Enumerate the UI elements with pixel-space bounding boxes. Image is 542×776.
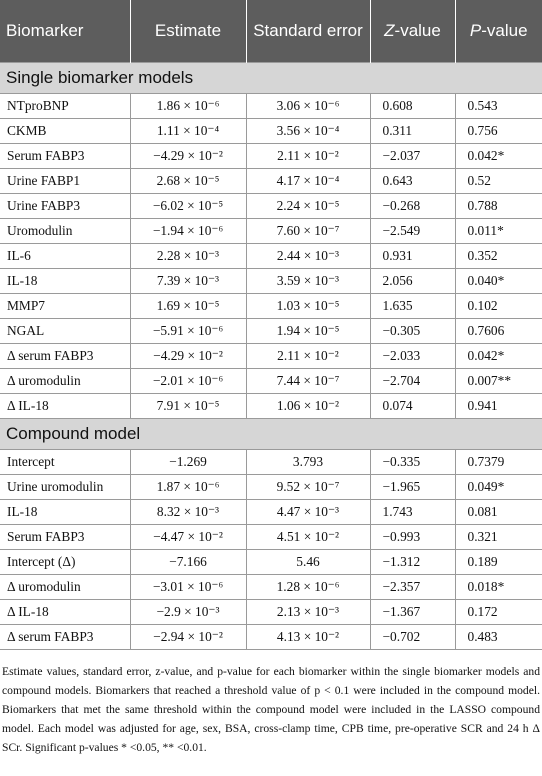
table-body <box>0 63 542 650</box>
header-biomarker: Biomarker <box>0 0 130 63</box>
cell-z-value: −2.033 <box>370 344 455 369</box>
cell-estimate: −5.91 × 10⁻⁶ <box>130 319 246 344</box>
cell-z-value: −2.037 <box>370 144 455 169</box>
cell-estimate: −6.02 × 10⁻⁵ <box>130 194 246 219</box>
cell-p-value: 0.7379 <box>455 450 542 475</box>
table-row <box>0 219 542 244</box>
cell-std-error: 2.44 × 10⁻³ <box>246 244 370 269</box>
cell-biomarker: Δ uromodulin <box>0 575 130 600</box>
cell-z-value: −0.335 <box>370 450 455 475</box>
cell-std-error: 1.28 × 10⁻⁶ <box>246 575 370 600</box>
cell-biomarker: Urine FABP3 <box>0 194 130 219</box>
cell-p-value: 0.040* <box>455 269 542 294</box>
cell-estimate: −2.9 × 10⁻³ <box>130 600 246 625</box>
cell-biomarker: Urine uromodulin <box>0 475 130 500</box>
cell-biomarker: Intercept <box>0 450 130 475</box>
table-row <box>0 450 542 475</box>
cell-std-error: 1.94 × 10⁻⁵ <box>246 319 370 344</box>
cell-p-value: 0.042* <box>455 344 542 369</box>
table-row <box>0 194 542 219</box>
cell-estimate: −4.29 × 10⁻² <box>130 344 246 369</box>
cell-estimate: 7.91 × 10⁻⁵ <box>130 394 246 419</box>
header-z-suffix: -value <box>394 21 441 40</box>
cell-z-value: −2.357 <box>370 575 455 600</box>
cell-estimate: −1.269 <box>130 450 246 475</box>
cell-estimate: 8.32 × 10⁻³ <box>130 500 246 525</box>
table-row <box>0 319 542 344</box>
cell-estimate: 1.87 × 10⁻⁶ <box>130 475 246 500</box>
cell-z-value: −2.704 <box>370 369 455 394</box>
cell-z-value: 0.643 <box>370 169 455 194</box>
section-title: Compound model <box>0 419 542 450</box>
cell-biomarker: Δ serum FABP3 <box>0 344 130 369</box>
cell-std-error: 3.06 × 10⁻⁶ <box>246 94 370 119</box>
cell-estimate: 2.68 × 10⁻⁵ <box>130 169 246 194</box>
cell-estimate: −7.166 <box>130 550 246 575</box>
cell-biomarker: IL-18 <box>0 500 130 525</box>
cell-p-value: 0.7606 <box>455 319 542 344</box>
cell-p-value: 0.081 <box>455 500 542 525</box>
table-row <box>0 600 542 625</box>
cell-std-error: 3.59 × 10⁻³ <box>246 269 370 294</box>
table-row <box>0 269 542 294</box>
cell-estimate: −2.94 × 10⁻² <box>130 625 246 650</box>
cell-std-error: 3.56 × 10⁻⁴ <box>246 119 370 144</box>
table-row <box>0 144 542 169</box>
table-row <box>0 169 542 194</box>
cell-std-error: 4.47 × 10⁻³ <box>246 500 370 525</box>
cell-biomarker: Uromodulin <box>0 219 130 244</box>
section-header-row <box>0 63 542 94</box>
cell-estimate: −4.47 × 10⁻² <box>130 525 246 550</box>
cell-p-value: 0.102 <box>455 294 542 319</box>
table-row <box>0 550 542 575</box>
cell-biomarker: Δ IL-18 <box>0 394 130 419</box>
table-row <box>0 344 542 369</box>
cell-z-value: 0.074 <box>370 394 455 419</box>
cell-p-value: 0.941 <box>455 394 542 419</box>
cell-estimate: 1.11 × 10⁻⁴ <box>130 119 246 144</box>
cell-p-value: 0.007** <box>455 369 542 394</box>
section-header-row <box>0 419 542 450</box>
table-row <box>0 475 542 500</box>
cell-biomarker: Intercept (Δ) <box>0 550 130 575</box>
cell-std-error: 2.11 × 10⁻² <box>246 344 370 369</box>
table-row <box>0 625 542 650</box>
cell-biomarker: Δ IL-18 <box>0 600 130 625</box>
cell-estimate: −3.01 × 10⁻⁶ <box>130 575 246 600</box>
cell-z-value: −1.367 <box>370 600 455 625</box>
table-row <box>0 119 542 144</box>
header-standard-error: Standard error <box>246 0 370 63</box>
cell-z-value: 0.311 <box>370 119 455 144</box>
cell-z-value: −2.549 <box>370 219 455 244</box>
cell-p-value: 0.042* <box>455 144 542 169</box>
table-row <box>0 94 542 119</box>
cell-p-value: 0.011* <box>455 219 542 244</box>
cell-biomarker: NGAL <box>0 319 130 344</box>
cell-biomarker: IL-6 <box>0 244 130 269</box>
cell-biomarker: NTproBNP <box>0 94 130 119</box>
cell-p-value: 0.543 <box>455 94 542 119</box>
cell-p-value: 0.018* <box>455 575 542 600</box>
header-estimate: Estimate <box>130 0 246 63</box>
cell-p-value: 0.172 <box>455 600 542 625</box>
cell-std-error: 3.793 <box>246 450 370 475</box>
cell-std-error: 1.06 × 10⁻² <box>246 394 370 419</box>
table-row <box>0 575 542 600</box>
cell-estimate: −1.94 × 10⁻⁶ <box>130 219 246 244</box>
header-z-value <box>370 0 455 63</box>
cell-biomarker: IL-18 <box>0 269 130 294</box>
cell-biomarker: Δ uromodulin <box>0 369 130 394</box>
cell-z-value: 1.635 <box>370 294 455 319</box>
cell-estimate: −4.29 × 10⁻² <box>130 144 246 169</box>
header-row <box>0 0 542 63</box>
cell-std-error: 2.13 × 10⁻³ <box>246 600 370 625</box>
header-z-letter: Z <box>384 21 395 40</box>
cell-z-value: 1.743 <box>370 500 455 525</box>
cell-biomarker: Urine FABP1 <box>0 169 130 194</box>
cell-std-error: 2.24 × 10⁻⁵ <box>246 194 370 219</box>
cell-std-error: 1.03 × 10⁻⁵ <box>246 294 370 319</box>
cell-z-value: −0.993 <box>370 525 455 550</box>
cell-estimate: 7.39 × 10⁻³ <box>130 269 246 294</box>
cell-p-value: 0.756 <box>455 119 542 144</box>
cell-std-error: 5.46 <box>246 550 370 575</box>
table-row <box>0 525 542 550</box>
cell-std-error: 7.44 × 10⁻⁷ <box>246 369 370 394</box>
cell-biomarker: MMP7 <box>0 294 130 319</box>
section-title: Single biomarker models <box>0 63 542 94</box>
cell-biomarker: CKMB <box>0 119 130 144</box>
cell-biomarker: Δ serum FABP3 <box>0 625 130 650</box>
cell-std-error: 4.13 × 10⁻² <box>246 625 370 650</box>
cell-p-value: 0.52 <box>455 169 542 194</box>
cell-p-value: 0.049* <box>455 475 542 500</box>
table-row <box>0 369 542 394</box>
cell-z-value: −0.268 <box>370 194 455 219</box>
cell-z-value: −0.702 <box>370 625 455 650</box>
cell-std-error: 9.52 × 10⁻⁷ <box>246 475 370 500</box>
cell-p-value: 0.321 <box>455 525 542 550</box>
table-row <box>0 394 542 419</box>
table-row <box>0 294 542 319</box>
cell-estimate: −2.01 × 10⁻⁶ <box>130 369 246 394</box>
cell-z-value: −1.965 <box>370 475 455 500</box>
cell-std-error: 4.17 × 10⁻⁴ <box>246 169 370 194</box>
cell-estimate: 1.86 × 10⁻⁶ <box>130 94 246 119</box>
cell-estimate: 1.69 × 10⁻⁵ <box>130 294 246 319</box>
cell-p-value: 0.189 <box>455 550 542 575</box>
cell-std-error: 7.60 × 10⁻⁷ <box>246 219 370 244</box>
cell-p-value: 0.483 <box>455 625 542 650</box>
header-p-value <box>455 0 542 63</box>
cell-p-value: 0.788 <box>455 194 542 219</box>
cell-biomarker: Serum FABP3 <box>0 525 130 550</box>
table-row <box>0 500 542 525</box>
cell-z-value: −1.312 <box>370 550 455 575</box>
cell-biomarker: Serum FABP3 <box>0 144 130 169</box>
cell-z-value: −0.305 <box>370 319 455 344</box>
cell-std-error: 4.51 × 10⁻² <box>246 525 370 550</box>
cell-p-value: 0.352 <box>455 244 542 269</box>
cell-z-value: 2.056 <box>370 269 455 294</box>
table-row <box>0 244 542 269</box>
cell-std-error: 2.11 × 10⁻² <box>246 144 370 169</box>
header-p-letter: P <box>469 21 482 40</box>
cell-z-value: 0.931 <box>370 244 455 269</box>
table-footnote <box>0 650 542 757</box>
footnote-text: Estimate values, standard error, z-value, and p-value for each biomarker within the single biomarker models and compound models. Biomarkers that reached a threshold value of p < 0.1 were included in the compound model. Biomarkers that met the same threshold within the compound model were included in the LASSO compound model. Each model was adjusted for age, sex, BSA, cross-clamp time, CPB time, pre-operative SCR and 24 h Δ SCr. Significant p-values * <0.05, ** <0.01. <box>2 665 540 754</box>
cell-estimate: 2.28 × 10⁻³ <box>130 244 246 269</box>
cell-z-value: 0.608 <box>370 94 455 119</box>
header-p-suffix: -value <box>481 21 528 40</box>
